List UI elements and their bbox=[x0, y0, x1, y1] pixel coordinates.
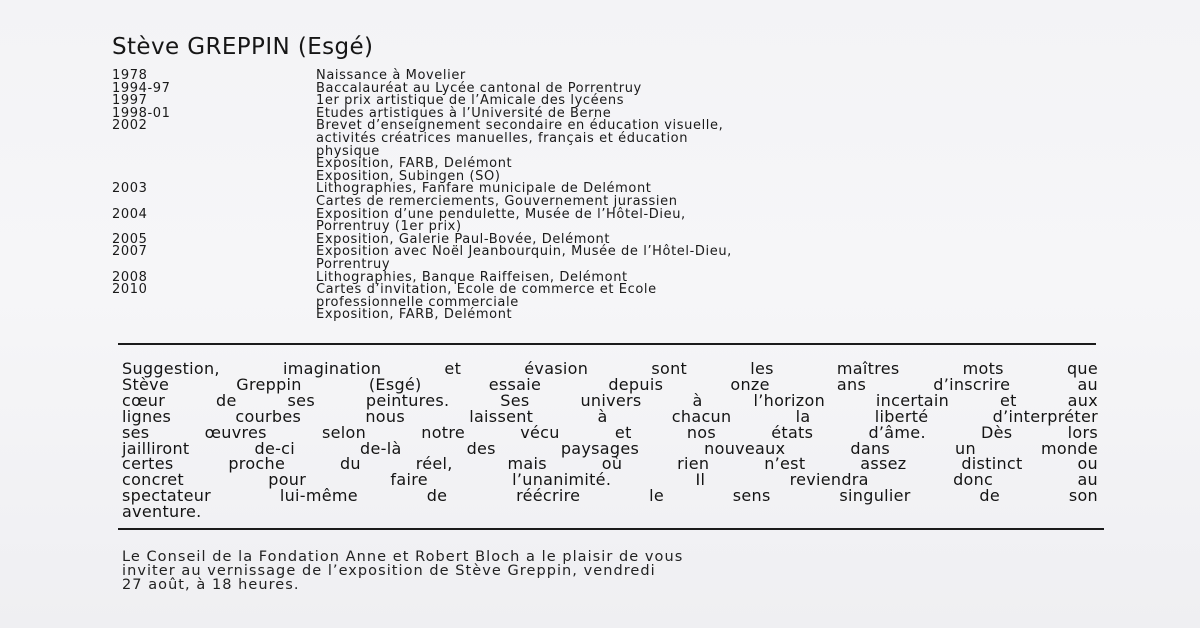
biography-entry-line: Exposition, Subingen (SO) bbox=[316, 168, 501, 184]
biography-row bbox=[0, 246, 1200, 271]
biography-entry-line: Exposition avec Noël Jeanbourquin, Musée de l’Hôtel-Dieu, bbox=[316, 244, 732, 260]
biography-entry bbox=[316, 120, 1200, 183]
biography-entry-line: Baccalauréat au Lycée cantonal de Porrentruy bbox=[316, 80, 642, 96]
biography-entry-line: professionnelle commerciale bbox=[316, 294, 519, 310]
biography-year: 1994-97 bbox=[112, 80, 171, 96]
paragraph-line: certes proche du réel, mais où rien n’est assez distinct ou bbox=[122, 454, 1098, 474]
biography-row bbox=[0, 120, 1200, 183]
paragraph-line: aventure. bbox=[122, 502, 202, 522]
biography-entry-line: Naissance à Movelier bbox=[316, 68, 466, 83]
invitation-line: 27 août, à 18 heures. bbox=[122, 577, 300, 594]
biography-entry-line: activités créatrices manuelles, français et éducation bbox=[316, 130, 689, 146]
page-title: Stève GREPPIN (Esgé) bbox=[112, 34, 374, 60]
biography-entry-line: Cartes d’invitation, Ecole de commerce et Ecole bbox=[316, 282, 657, 298]
biography-entry-line: physique bbox=[316, 143, 380, 159]
biography-year: 2005 bbox=[112, 231, 148, 247]
biography-entry-line: Lithographies, Banque Raiffeisen, Delémont bbox=[316, 269, 628, 285]
paragraph-line: lignes courbes nous laissent à chacun la liberté d’interpréter bbox=[122, 406, 1098, 426]
biography-year: 1997 bbox=[112, 93, 148, 109]
invitation-line: inviter au vernissage de l’exposition de Stève Greppin, vendredi bbox=[122, 563, 656, 580]
biography-row bbox=[0, 206, 1200, 235]
paragraph-line: concret pour faire l’unanimité. Il reviendra donc au bbox=[122, 470, 1098, 490]
invitation-text bbox=[122, 550, 1100, 593]
biography-entry bbox=[316, 284, 1200, 322]
paragraph-line: jailliront de-ci de-là des paysages nouveaux dans un monde bbox=[122, 438, 1098, 458]
description-paragraph bbox=[122, 361, 1098, 520]
biography-entry-line: 1er prix artistique de l’Amicale des lycéens bbox=[316, 93, 625, 109]
paragraph-line: Stève Greppin (Esgé) essaie depuis onze ans d’inscrire au bbox=[122, 374, 1098, 394]
biography-entry-line: Lithographies, Fanfare municipale de Delémont bbox=[316, 181, 652, 197]
biography-entry-line: Exposition, FARB, Delémont bbox=[316, 307, 513, 323]
biography-year: 2008 bbox=[112, 269, 148, 285]
paragraph-line: spectateur lui-même de réécrire le sens singulier de son bbox=[122, 486, 1098, 506]
divider bbox=[118, 343, 1096, 345]
biography-entry-line: Exposition d’une pendulette, Musée de l’Hôtel-Dieu, bbox=[316, 206, 686, 222]
biography-entry bbox=[316, 206, 1200, 235]
biography-row bbox=[0, 183, 1200, 208]
biography-entry-line: Porrentruy bbox=[316, 256, 391, 272]
biography-list bbox=[0, 70, 1200, 322]
biography-row bbox=[0, 284, 1200, 322]
biography-year: 2010 bbox=[112, 282, 148, 298]
biography-year: 1998-01 bbox=[112, 105, 171, 121]
paragraph-line: ses œuvres selon notre vécu et nos états d’âme. Dès lors bbox=[122, 422, 1098, 442]
divider bbox=[118, 528, 1104, 530]
biography-entry bbox=[316, 183, 1200, 208]
biography-entry-line: Porrentruy (1er prix) bbox=[316, 219, 462, 235]
biography-year: 2004 bbox=[112, 206, 148, 222]
paragraph-line: cœur de ses peintures. Ses univers à l’horizon incertain et aux bbox=[122, 390, 1098, 410]
biography-year: 2002 bbox=[112, 118, 148, 134]
biography-entry-line: Cartes de remerciements, Gouvernement jurassien bbox=[316, 193, 678, 209]
biography-year: 2007 bbox=[112, 244, 148, 260]
biography-entry-line: Brevet d’enseignement secondaire en éducation visuelle, bbox=[316, 118, 724, 134]
biography-entry-line: Etudes artistiques à l’Université de Berne bbox=[316, 105, 612, 121]
biography-entry bbox=[316, 246, 1200, 271]
biography-year: 1978 bbox=[112, 68, 148, 83]
biography-entry-line: Exposition, FARB, Delémont bbox=[316, 156, 513, 172]
paragraph-line: Suggestion, imagination et évasion sont les maîtres mots que bbox=[122, 359, 1098, 378]
biography-entry-line: Exposition, Galerie Paul-Bovée, Delémont bbox=[316, 231, 611, 247]
invitation-line: Le Conseil de la Fondation Anne et Robert Bloch a le plaisir de vous bbox=[122, 549, 684, 565]
biography-year: 2003 bbox=[112, 181, 148, 197]
